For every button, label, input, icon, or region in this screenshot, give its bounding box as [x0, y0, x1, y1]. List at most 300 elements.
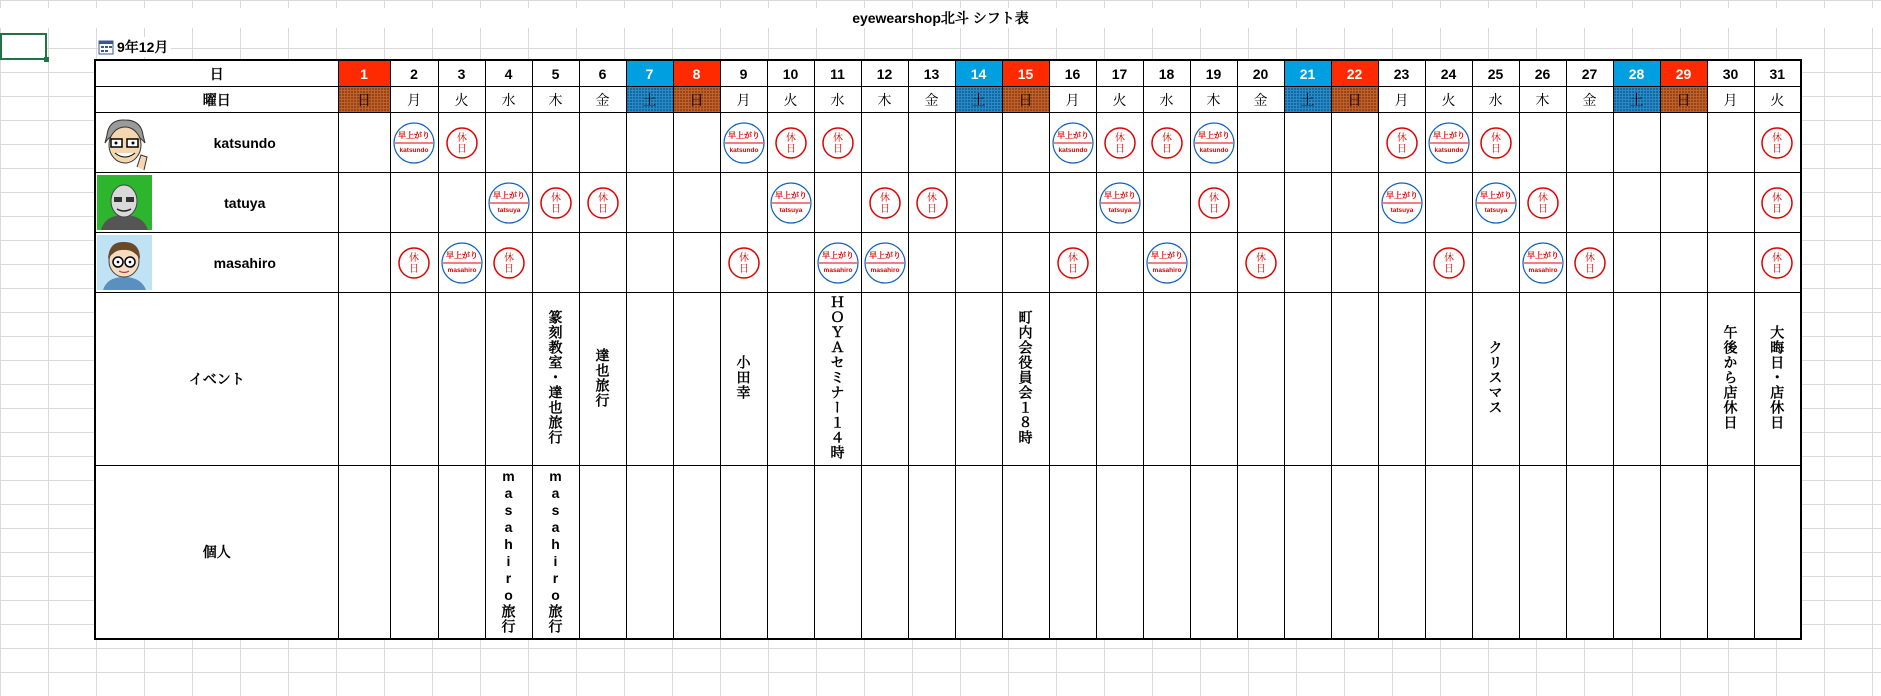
- event-cell[interactable]: [390, 293, 438, 466]
- day-off-stamp-icon: [1477, 124, 1515, 162]
- shift-cell[interactable]: [485, 173, 532, 233]
- day-number: 15: [1017, 65, 1034, 82]
- shift-cell[interactable]: [767, 173, 814, 233]
- day-off-stamp-text-top: 休: [738, 252, 749, 264]
- day-number-cell[interactable]: [1707, 60, 1754, 87]
- day-off-stamp-text-top: 休: [1114, 132, 1125, 144]
- day-off-stamp-text-bottom: 日: [409, 263, 419, 275]
- day-number: 18: [1158, 65, 1175, 82]
- event-cell[interactable]: [485, 293, 532, 466]
- day-off-stamp-icon: [443, 124, 481, 162]
- personal-cell[interactable]: [438, 466, 485, 640]
- shift-cell[interactable]: [1190, 233, 1237, 293]
- day-off-stamp-text-bottom: 日: [456, 143, 467, 155]
- shift-cell[interactable]: [1331, 233, 1378, 293]
- weekday-cell[interactable]: [955, 87, 1002, 113]
- personal-cell[interactable]: [1002, 466, 1049, 640]
- day-off-stamp-icon: [1195, 184, 1233, 222]
- day-number-cell[interactable]: [955, 60, 1002, 87]
- shift-cell[interactable]: [1660, 233, 1707, 293]
- shift-cell[interactable]: [673, 173, 720, 233]
- day-off-stamp-text-bottom: 日: [879, 203, 890, 215]
- shift-cell[interactable]: [955, 173, 1002, 233]
- personal-text: masahiro旅行: [547, 467, 564, 634]
- day-off-stamp-text-top: 休: [1537, 192, 1548, 204]
- weekday-cell[interactable]: [1378, 87, 1425, 113]
- personal-cell[interactable]: [1660, 466, 1707, 640]
- event-cell[interactable]: [1284, 293, 1331, 466]
- day-number-cell[interactable]: [814, 60, 861, 87]
- personal-cell[interactable]: [1143, 466, 1190, 640]
- shift-cell[interactable]: [1237, 113, 1284, 173]
- shift-cell[interactable]: [1472, 233, 1519, 293]
- day-number-cell[interactable]: [626, 60, 673, 87]
- personal-cell[interactable]: [1472, 466, 1519, 640]
- early-leave-stamp-text: 早上がり: [1056, 130, 1089, 140]
- weekday-name: 火: [454, 91, 469, 108]
- weekday-cell[interactable]: [814, 87, 861, 113]
- day-off-stamp-text-bottom: 日: [926, 203, 937, 215]
- weekday-cell[interactable]: [1143, 87, 1190, 113]
- event-cell[interactable]: [814, 293, 861, 466]
- event-cell[interactable]: [1707, 293, 1754, 466]
- early-leave-stamp-text: 早上がり: [1432, 130, 1465, 140]
- event-cell[interactable]: [1143, 293, 1190, 466]
- personal-cell[interactable]: [485, 466, 532, 640]
- shift-cell[interactable]: [814, 113, 861, 173]
- day-number-cell[interactable]: [908, 60, 955, 87]
- personal-cell[interactable]: [720, 466, 767, 640]
- shift-cell[interactable]: [532, 173, 579, 233]
- day-header-label-text: 日: [209, 65, 224, 82]
- personal-cell[interactable]: [767, 466, 814, 640]
- event-cell[interactable]: [673, 293, 720, 466]
- shift-cell[interactable]: [1425, 113, 1472, 173]
- shift-cell[interactable]: [1002, 113, 1049, 173]
- event-cell[interactable]: [1331, 293, 1378, 466]
- shift-cell[interactable]: [1284, 233, 1331, 293]
- shift-cell[interactable]: [1378, 113, 1425, 173]
- shift-cell[interactable]: [955, 113, 1002, 173]
- shift-cell[interactable]: [1660, 173, 1707, 233]
- personal-cell[interactable]: [1237, 466, 1284, 640]
- day-number: 9: [739, 65, 748, 82]
- staff-label-masahiro: [95, 233, 338, 293]
- event-cell[interactable]: [720, 293, 767, 466]
- personal-cell[interactable]: [1566, 466, 1613, 640]
- personal-cell[interactable]: [1096, 466, 1143, 640]
- shift-cell[interactable]: [1566, 233, 1613, 293]
- shift-cell[interactable]: [626, 173, 673, 233]
- event-cell[interactable]: [1049, 293, 1096, 466]
- day-number-cell[interactable]: [1049, 60, 1096, 87]
- day-number-cell[interactable]: [673, 60, 720, 87]
- personal-cell[interactable]: [673, 466, 720, 640]
- shift-cell[interactable]: [1707, 233, 1754, 293]
- weekday-cell[interactable]: [579, 87, 626, 113]
- personal-cell[interactable]: [338, 466, 390, 640]
- weekday-cell[interactable]: [1754, 87, 1801, 113]
- day-number-cell[interactable]: [532, 60, 579, 87]
- weekday-cell[interactable]: [1660, 87, 1707, 113]
- shift-cell[interactable]: [338, 233, 390, 293]
- personal-cell[interactable]: [1707, 466, 1754, 640]
- shift-cell[interactable]: [861, 233, 908, 293]
- staff-name: [152, 113, 338, 172]
- weekday-cell[interactable]: [1096, 87, 1143, 113]
- weekday-cell[interactable]: [673, 87, 720, 113]
- event-cell[interactable]: [626, 293, 673, 466]
- day-off-stamp-icon: [772, 124, 810, 162]
- personal-text: masahiro旅行: [500, 467, 517, 634]
- day-off-stamp-text-top: 休: [1396, 132, 1407, 144]
- day-number-cell[interactable]: [1754, 60, 1801, 87]
- day-off-stamp-text-bottom: 日: [1396, 143, 1407, 155]
- weekday-cell[interactable]: [1190, 87, 1237, 113]
- weekday-cell[interactable]: [626, 87, 673, 113]
- shift-cell[interactable]: [438, 173, 485, 233]
- staff-label-katsundo: [95, 113, 338, 173]
- staff-label-tatuya: [95, 173, 338, 233]
- weekday-cell[interactable]: [438, 87, 485, 113]
- early-leave-stamp-name: katsundo: [399, 146, 429, 154]
- personal-cell[interactable]: [1754, 466, 1801, 640]
- shift-cell[interactable]: [1519, 113, 1566, 173]
- early-leave-stamp-name: katsundo: [1058, 146, 1087, 154]
- day-number-cell[interactable]: [1660, 60, 1707, 87]
- shift-cell[interactable]: [338, 113, 390, 173]
- shift-cell[interactable]: [485, 233, 532, 293]
- shift-cell[interactable]: [1237, 233, 1284, 293]
- day-off-stamp-text-top: 休: [597, 192, 608, 204]
- event-cell[interactable]: [1613, 293, 1660, 466]
- event-cell[interactable]: [1660, 293, 1707, 466]
- early-leave-stamp-icon: [392, 121, 436, 165]
- shift-cell[interactable]: [767, 233, 814, 293]
- day-off-stamp-text-bottom: 日: [832, 143, 843, 155]
- early-leave-stamp-icon: [1098, 181, 1142, 225]
- day-number-cell[interactable]: [1237, 60, 1284, 87]
- shift-cell[interactable]: [1096, 173, 1143, 233]
- day-off-stamp-icon: [1148, 124, 1186, 162]
- personal-cell[interactable]: [626, 466, 673, 640]
- weekday-name: 火: [1770, 91, 1785, 108]
- weekday-cell[interactable]: [767, 87, 814, 113]
- day-number-cell[interactable]: [1566, 60, 1613, 87]
- weekday-cell[interactable]: [1331, 87, 1378, 113]
- shift-cell[interactable]: [1331, 173, 1378, 233]
- day-number-cell[interactable]: [1613, 60, 1660, 87]
- shift-cell[interactable]: [1519, 233, 1566, 293]
- personal-cell[interactable]: [1425, 466, 1472, 640]
- shift-cell[interactable]: [338, 173, 390, 233]
- shift-cell[interactable]: [861, 173, 908, 233]
- shift-cell[interactable]: [1143, 173, 1190, 233]
- shift-cell[interactable]: [720, 113, 767, 173]
- shift-cell[interactable]: [1237, 173, 1284, 233]
- early-leave-stamp-name: masahiro: [823, 266, 852, 274]
- event-cell[interactable]: [908, 293, 955, 466]
- shift-cell[interactable]: [1425, 233, 1472, 293]
- shift-cell[interactable]: [1754, 173, 1801, 233]
- shift-cell[interactable]: [438, 113, 485, 173]
- staff-name: [152, 173, 338, 232]
- day-number-cell[interactable]: [1143, 60, 1190, 87]
- weekday-cell[interactable]: [1425, 87, 1472, 113]
- day-number-cell[interactable]: [720, 60, 767, 87]
- day-off-stamp-text-top: 休: [1772, 132, 1783, 144]
- shift-cell[interactable]: [1472, 173, 1519, 233]
- event-cell[interactable]: [1237, 293, 1284, 466]
- month-label: [98, 37, 171, 57]
- shift-cell[interactable]: [1378, 173, 1425, 233]
- personal-cell[interactable]: [1049, 466, 1096, 640]
- shift-cell[interactable]: [579, 233, 626, 293]
- early-leave-stamp-icon: [1051, 121, 1095, 165]
- shift-cell[interactable]: [1566, 173, 1613, 233]
- early-leave-stamp-icon: [769, 181, 813, 225]
- weekday-cell[interactable]: [861, 87, 908, 113]
- selected-cell[interactable]: [0, 33, 47, 60]
- day-off-stamp-text-top: 休: [1255, 252, 1266, 264]
- day-number-cell[interactable]: [1096, 60, 1143, 87]
- early-leave-stamp-icon: [487, 181, 531, 225]
- shift-cell[interactable]: [1613, 173, 1660, 233]
- event-cell[interactable]: [1472, 293, 1519, 466]
- shift-cell[interactable]: [485, 113, 532, 173]
- shift-cell[interactable]: [908, 173, 955, 233]
- day-number: 23: [1393, 65, 1410, 82]
- shift-cell[interactable]: [1049, 233, 1096, 293]
- personal-cell[interactable]: [1613, 466, 1660, 640]
- shift-cell[interactable]: [626, 113, 673, 173]
- day-number: 13: [923, 65, 940, 82]
- event-text: 町内会役員会１８時: [1017, 310, 1034, 445]
- day-number-cell[interactable]: [485, 60, 532, 87]
- weekday-cell[interactable]: [485, 87, 532, 113]
- shift-cell[interactable]: [579, 173, 626, 233]
- staff-name: [152, 233, 338, 292]
- shift-cell[interactable]: [1754, 113, 1801, 173]
- personal-cell[interactable]: [579, 466, 626, 640]
- personal-cell[interactable]: [861, 466, 908, 640]
- shift-cell[interactable]: [1143, 113, 1190, 173]
- shift-cell[interactable]: [673, 233, 720, 293]
- day-number: 26: [1534, 65, 1551, 82]
- early-leave-stamp-name: katsundo: [729, 146, 758, 154]
- event-cell[interactable]: [1378, 293, 1425, 466]
- shift-cell[interactable]: [814, 173, 861, 233]
- event-text: ＨＯＹＡセミナー１４時: [829, 295, 846, 460]
- shift-cell[interactable]: [1002, 173, 1049, 233]
- staff-row-katsundo: [95, 113, 1801, 173]
- day-number-cell[interactable]: [1519, 60, 1566, 87]
- day-off-stamp-text-bottom: 日: [1255, 263, 1266, 275]
- personal-cell[interactable]: [390, 466, 438, 640]
- personal-cell[interactable]: [908, 466, 955, 640]
- day-off-stamp-text-bottom: 日: [1114, 143, 1125, 155]
- shift-cell[interactable]: [438, 233, 485, 293]
- weekday-name: 水: [501, 91, 516, 108]
- weekday-cell[interactable]: [908, 87, 955, 113]
- shift-cell[interactable]: [1378, 233, 1425, 293]
- shift-cell[interactable]: [1519, 173, 1566, 233]
- event-cell[interactable]: [438, 293, 485, 466]
- shift-cell[interactable]: [1613, 113, 1660, 173]
- shift-cell[interactable]: [1096, 233, 1143, 293]
- day-number-cell[interactable]: [1284, 60, 1331, 87]
- day-number: 19: [1205, 65, 1222, 82]
- day-number-cell[interactable]: [338, 60, 390, 87]
- weekday-name: 火: [1112, 91, 1127, 108]
- shift-cell[interactable]: [1049, 173, 1096, 233]
- early-leave-stamp-text: 早上がり: [727, 130, 760, 140]
- early-leave-stamp-name: tatsuya: [1484, 206, 1507, 214]
- weekday-cell[interactable]: [1519, 87, 1566, 113]
- day-number-cell[interactable]: [1331, 60, 1378, 87]
- day-number: 2: [410, 65, 418, 82]
- shift-cell[interactable]: [673, 113, 720, 173]
- shift-cell[interactable]: [1190, 173, 1237, 233]
- day-off-stamp-icon: [584, 184, 622, 222]
- shift-cell[interactable]: [908, 233, 955, 293]
- event-row: [95, 293, 1801, 466]
- shift-cell[interactable]: [720, 173, 767, 233]
- event-cell[interactable]: [767, 293, 814, 466]
- personal-cell[interactable]: [1190, 466, 1237, 640]
- weekday-cell[interactable]: [1707, 87, 1754, 113]
- shift-cell[interactable]: [532, 233, 579, 293]
- shift-cell[interactable]: [390, 233, 438, 293]
- weekday-name: 金: [595, 91, 610, 108]
- day-off-stamp-icon: [490, 244, 528, 282]
- weekday-cell[interactable]: [338, 87, 390, 113]
- event-text: 達也旅行: [594, 347, 611, 408]
- day-off-stamp-text-top: 休: [879, 192, 890, 204]
- shift-cell[interactable]: [1049, 113, 1096, 173]
- shift-cell[interactable]: [532, 113, 579, 173]
- day-number-cell[interactable]: [1425, 60, 1472, 87]
- shift-cell[interactable]: [1660, 113, 1707, 173]
- day-number-cell[interactable]: [1190, 60, 1237, 87]
- weekday-cell[interactable]: [720, 87, 767, 113]
- personal-cell[interactable]: [1519, 466, 1566, 640]
- shift-cell[interactable]: [1284, 173, 1331, 233]
- weekday-cell[interactable]: [1237, 87, 1284, 113]
- event-cell[interactable]: [338, 293, 390, 466]
- day-number-cell[interactable]: [579, 60, 626, 87]
- staff-row-masahiro: [95, 233, 1801, 293]
- shift-cell[interactable]: [390, 173, 438, 233]
- shift-cell[interactable]: [1190, 113, 1237, 173]
- early-leave-stamp-text: 早上がり: [1197, 130, 1230, 140]
- day-off-stamp-icon: [866, 184, 904, 222]
- shift-cell[interactable]: [1613, 233, 1660, 293]
- shift-cell[interactable]: [955, 233, 1002, 293]
- event-cell[interactable]: [579, 293, 626, 466]
- shift-cell[interactable]: [1707, 113, 1754, 173]
- shift-cell[interactable]: [1284, 113, 1331, 173]
- day-off-stamp-text-bottom: 日: [1161, 143, 1172, 155]
- event-cell[interactable]: [1519, 293, 1566, 466]
- day-number-cell[interactable]: [1378, 60, 1425, 87]
- early-leave-stamp-name: tatsuya: [1390, 206, 1413, 214]
- weekday-cell[interactable]: [390, 87, 438, 113]
- staff-name-text: tatuya: [224, 194, 266, 211]
- event-cell[interactable]: [1425, 293, 1472, 466]
- event-cell[interactable]: [1566, 293, 1613, 466]
- weekday-cell[interactable]: [1049, 87, 1096, 113]
- personal-cell[interactable]: [1378, 466, 1425, 640]
- day-number-cell[interactable]: [1002, 60, 1049, 87]
- day-off-stamp-text-top: 休: [785, 132, 796, 144]
- weekday-cell[interactable]: [1472, 87, 1519, 113]
- event-cell[interactable]: [1754, 293, 1801, 466]
- weekday-cell[interactable]: [1566, 87, 1613, 113]
- event-cell[interactable]: [1096, 293, 1143, 466]
- early-leave-stamp-icon: [1192, 121, 1236, 165]
- event-text: クリスマス: [1487, 340, 1504, 415]
- personal-cell[interactable]: [532, 466, 579, 640]
- day-number-cell[interactable]: [390, 60, 438, 87]
- weekday-name: 木: [1535, 91, 1550, 108]
- shift-cell[interactable]: [908, 113, 955, 173]
- event-text: 小田幸: [735, 355, 752, 400]
- shift-cell[interactable]: [1143, 233, 1190, 293]
- shift-cell[interactable]: [720, 233, 767, 293]
- day-number-cell[interactable]: [1472, 60, 1519, 87]
- day-off-stamp-text-top: 休: [1490, 132, 1501, 144]
- day-number-cell[interactable]: [861, 60, 908, 87]
- personal-cell[interactable]: [1284, 466, 1331, 640]
- shift-cell[interactable]: [390, 113, 438, 173]
- shift-cell[interactable]: [861, 113, 908, 173]
- personal-cell[interactable]: [814, 466, 861, 640]
- weekday-cell[interactable]: [1284, 87, 1331, 113]
- day-number-row: [95, 60, 1801, 87]
- day-number-cell[interactable]: [438, 60, 485, 87]
- shift-cell[interactable]: [1331, 113, 1378, 173]
- personal-cell[interactable]: [955, 466, 1002, 640]
- shift-cell[interactable]: [1472, 113, 1519, 173]
- event-text: 篆刻教室・達也旅行: [547, 310, 564, 445]
- event-cell[interactable]: [861, 293, 908, 466]
- shift-cell[interactable]: [767, 113, 814, 173]
- shift-table: [94, 59, 1802, 640]
- weekday-cell[interactable]: [1002, 87, 1049, 113]
- event-cell[interactable]: [532, 293, 579, 466]
- shift-cell[interactable]: [1707, 173, 1754, 233]
- shift-cell[interactable]: [1566, 113, 1613, 173]
- shift-cell[interactable]: [1002, 233, 1049, 293]
- shift-cell[interactable]: [626, 233, 673, 293]
- day-off-stamp-text-top: 休: [503, 252, 514, 264]
- event-cell[interactable]: [1002, 293, 1049, 466]
- personal-cell[interactable]: [1331, 466, 1378, 640]
- day-number-cell[interactable]: [767, 60, 814, 87]
- shift-cell[interactable]: [1754, 233, 1801, 293]
- shift-cell[interactable]: [579, 113, 626, 173]
- shift-cell[interactable]: [814, 233, 861, 293]
- event-cell[interactable]: [1190, 293, 1237, 466]
- shift-cell[interactable]: [1096, 113, 1143, 173]
- early-leave-stamp-text: 早上がり: [821, 250, 854, 260]
- shift-cell[interactable]: [1425, 173, 1472, 233]
- calendar-icon: [98, 39, 114, 55]
- weekday-cell[interactable]: [1613, 87, 1660, 113]
- event-cell[interactable]: [955, 293, 1002, 466]
- weekday-cell[interactable]: [532, 87, 579, 113]
